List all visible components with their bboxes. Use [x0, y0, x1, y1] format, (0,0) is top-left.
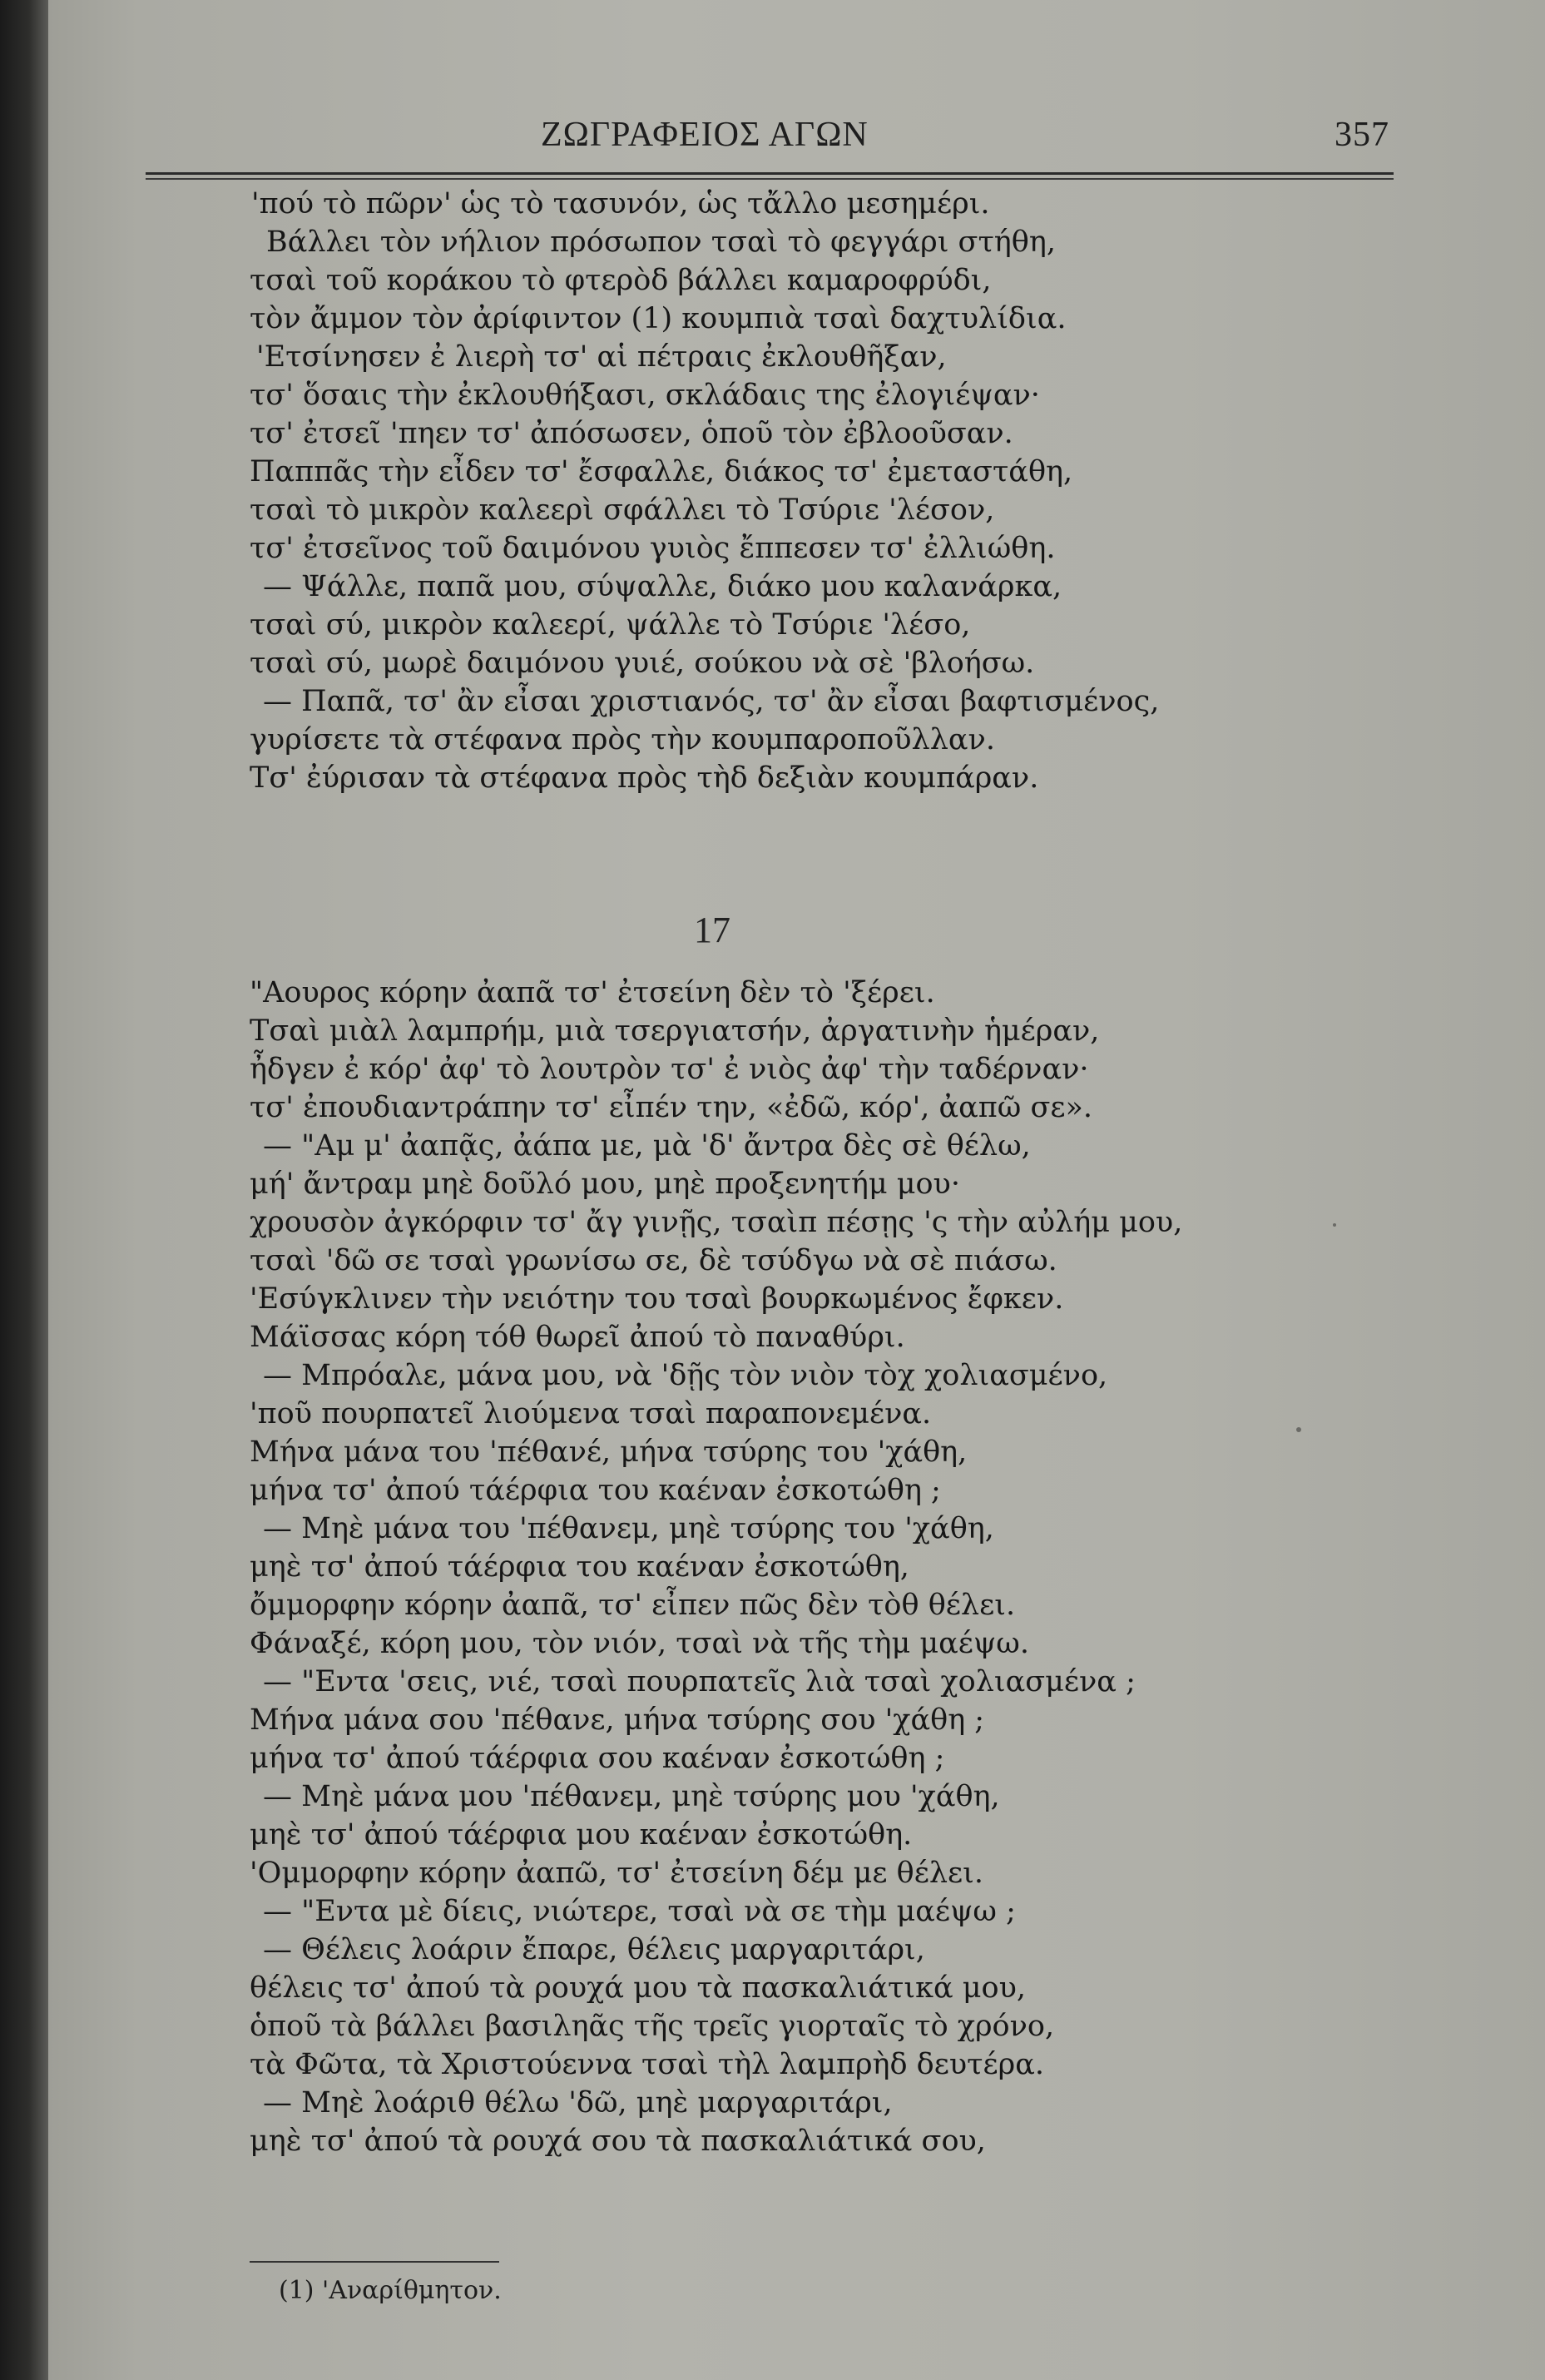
verse-line: τσαὶ τὸ μικρὸν καλεερὶ σφάλλει τὸ Τσύριε 'λέσον, [250, 493, 995, 527]
verse-line: ἦδγεν ἐ κόρ' ἀφ' τὸ λουτρὸν τσ' ἐ νιὸς ἀφ' τὴν ταδέρναν· [250, 1053, 1089, 1086]
verse-line: θέλεις τσ' ἀπού τὰ ρουχά μου τὰ πασκαλιάτικά μου, [250, 1971, 1026, 2005]
footnote-rule [250, 2261, 499, 2263]
verse-line: Τσ' ἐύρισαν τὰ στέφανα πρὸς τὴδ δεξιὰν κουμπάραν. [250, 761, 1039, 795]
verse-line: — Μηὲ μάνα μου 'πέθανεμ, μηὲ τσύρης μου 'χάθη, [263, 1780, 1000, 1813]
verse-line: — "Αμ μ' ἀαπᾷς, ἀάπα με, μὰ 'δ' ἄντρα δὲς σὲ θέλω, [263, 1129, 1031, 1163]
verse-line: γυρίσετε τὰ στέφανα πρὸς τὴν κουμπαροποῦλλαν. [250, 723, 995, 756]
verse-line: 'Ομμορφην κόρην ἀαπῶ, τσ' ἐτσείνη δέμ με θέλει. [250, 1857, 984, 1890]
verse-line: τσ' ἐτσεῖνος τοῦ δαιμόνου γυιὸς ἔππεσεν τσ' ἐλλιώθη. [250, 532, 1056, 565]
verse-line: Μήνα μάνα του 'πέθανέ, μήνα τσύρης του 'χάθη, [250, 1435, 968, 1469]
verse-line: Φάναξέ, κόρη μου, τὸν νιόν, τσαὶ νὰ τῆς τὴμ μαέψω. [250, 1627, 1029, 1660]
verse-line: τσ' ὅσαις τὴν ἐκλουθήξασι, σκλάδαις της ἐλογιέψαν· [250, 379, 1040, 412]
verse-line: μή' ἄντραμ μηὲ δοῦλό μου, μηὲ προξενητήμ μου· [250, 1168, 960, 1201]
verse-line: μηὲ τσ' ἀπού τὰ ρουχά σου τὰ πασκαλιάτικά σου, [250, 2125, 986, 2158]
verse-line: τσαὶ σύ, μικρὸν καλεερί, ψάλλε τὸ Τσύριε 'λέσο, [250, 608, 971, 642]
verse-line: τὰ Φῶτα, τὰ Χριστούεννα τσαὶ τὴλ λαμπρὴδ δευτέρα. [250, 2048, 1044, 2081]
verse-line: Παππᾶς τὴν εἶδεν τσ' ἔσφαλλε, διάκος τσ' ἐμεταστάθη, [250, 455, 1073, 488]
verse-line: — Παπᾶ, τσ' ἂν εἶσαι χριστιανός, τσ' ἂν εἶσαι βαφτισμένος, [263, 685, 1160, 718]
verse-line: "Αουρος κόρην ἀαπᾶ τσ' ἐτσείνη δὲν τὸ 'ξέρει. [250, 976, 935, 1009]
header-rule [146, 172, 1394, 175]
verse-line: 'Ετσίνησεν ἐ λιερὴ τσ' αἱ πέτραις ἐκλουθῆξαν, [256, 340, 947, 374]
running-header [516, 115, 1389, 165]
page-number: 357 [1335, 116, 1389, 154]
verse-line: τσαὶ τοῦ κοράκου τὸ φτερὸδ βάλλει καμαροφρύδι, [250, 264, 992, 297]
verse-line: Μάϊσσας κόρη τόθ θωρεῖ ἀπού τὸ παναθύρι. [250, 1321, 905, 1354]
verse-line: ὄμμορφην κόρην ἀαπᾶ, τσ' εἶπεν πῶς δὲν τὸθ θέλει. [250, 1589, 1016, 1622]
poem-continuation [250, 185, 1414, 797]
verse-line: ὁποῦ τὰ βάλλει βασιληᾶς τῆς τρεῖς γιορταῖς τὸ χρόνο, [250, 2010, 1055, 2043]
verse-line: Βάλλει τὸν νήλιον πρόσωπον τσαὶ τὸ φεγγάρι στήθη, [266, 226, 1056, 259]
verse-line: — Ψάλλε, παπᾶ μου, σύψαλλε, διάκο μου καλανάρκα, [263, 570, 1062, 603]
verse-line: — "Εντα 'σεις, νιέ, τσαὶ πουρπατεῖς λιὰ τσαὶ χολιασμένα ; [263, 1665, 1136, 1698]
verse-line: Τσαὶ μιὰλ λαμπρήμ, μιὰ τσεργιατσήν, ἀργατινὴν ἡμέραν, [250, 1014, 1100, 1048]
poem-number: 17 [694, 910, 730, 950]
verse-line: 'ποῦ πουρπατεῖ λιούμενα τσαὶ παραπονεμένα. [250, 1397, 932, 1430]
verse-line: — Μηὲ μάνα του 'πέθανεμ, μηὲ τσύρης του 'χάθη, [263, 1512, 994, 1545]
verse-line: μήνα τσ' ἀπού τάέρφια του καέναν ἐσκοτώθη ; [250, 1474, 941, 1507]
verse-line: μηὲ τσ' ἀπού τάέρφια του καέναν ἐσκοτώθη, [250, 1550, 909, 1584]
verse-line: τσ' ἐπουδιαντράπην τσ' εἶπέν την, «ἐδῶ, κόρ', ἀαπῶ σε». [250, 1091, 1093, 1124]
paper-speck [1296, 1427, 1301, 1432]
paper-speck [1333, 1223, 1336, 1227]
verse-line: τὸν ἄμμον τὸν ἀρίφιντον (1) κουμπιὰ τσαὶ δαχτυλίδια. [250, 302, 1067, 335]
verse-line: χρουσὸν ἀγκόρφιν τσ' ἄγ γινῇς, τσαὶπ πέσῃς 'ς τὴν αὐλήμ μου, [250, 1206, 1183, 1239]
verse-line: μηὲ τσ' ἀπού τάέρφια μου καέναν ἐσκοτώθη. [250, 1818, 913, 1852]
book-spine-shadow [0, 0, 48, 2380]
verse-line: — Θέλεις λοάριν ἔπαρε, θέλεις μαργαριτάρι, [263, 1933, 925, 1966]
poem-17 [250, 974, 1431, 2160]
verse-line: — "Εντα μὲ δίεις, νιώτερε, τσαὶ νὰ σε τὴμ μαέψω ; [263, 1895, 1016, 1928]
verse-line: τσαὶ 'δῶ σε τσαὶ γρωνίσω σε, δὲ τσύδγω νὰ σὲ πιάσω. [250, 1244, 1057, 1277]
verse-line: — Μπρόαλε, μάνα μου, νὰ 'δῇς τὸν νιὸν τὸχ χολιασμένο, [263, 1359, 1108, 1392]
verse-line: 'Εσύγκλινεν τὴν νειότην του τσαὶ βουρκωμένος ἔφκεν. [250, 1282, 1064, 1316]
header-rule-thin [146, 178, 1394, 180]
verse-line: 'πού τὸ πῶρν' ὡς τὸ τασυνόν, ὡς τἄλλο μεσημέρι. [251, 187, 990, 221]
running-title: ΖΩΓΡΑΦΕΙΟΣ ΑΓΩΝ [541, 116, 869, 154]
verse-line: τσαὶ σύ, μωρὲ δαιμόνου γυιέ, σούκου νὰ σὲ 'βλοήσω. [250, 647, 1035, 680]
verse-line: Μήνα μάνα σου 'πέθανε, μήνα τσύρης σου 'χάθη ; [250, 1703, 985, 1737]
footnote: (1) 'Αναρίθμητον. [279, 2276, 502, 2305]
verse-line: — Μηὲ λοάριθ θέλω 'δῶ, μηὲ μαργαριτάρι, [263, 2086, 893, 2120]
verse-line: μήνα τσ' ἀπού τάέρφια σου καέναν ἐσκοτώθη ; [250, 1742, 945, 1775]
verse-line: τσ' ἐτσεῖ 'πηεν τσ' ἀπόσωσεν, ὁποῦ τὸν ἐβλοοῦσαν. [250, 417, 1013, 450]
